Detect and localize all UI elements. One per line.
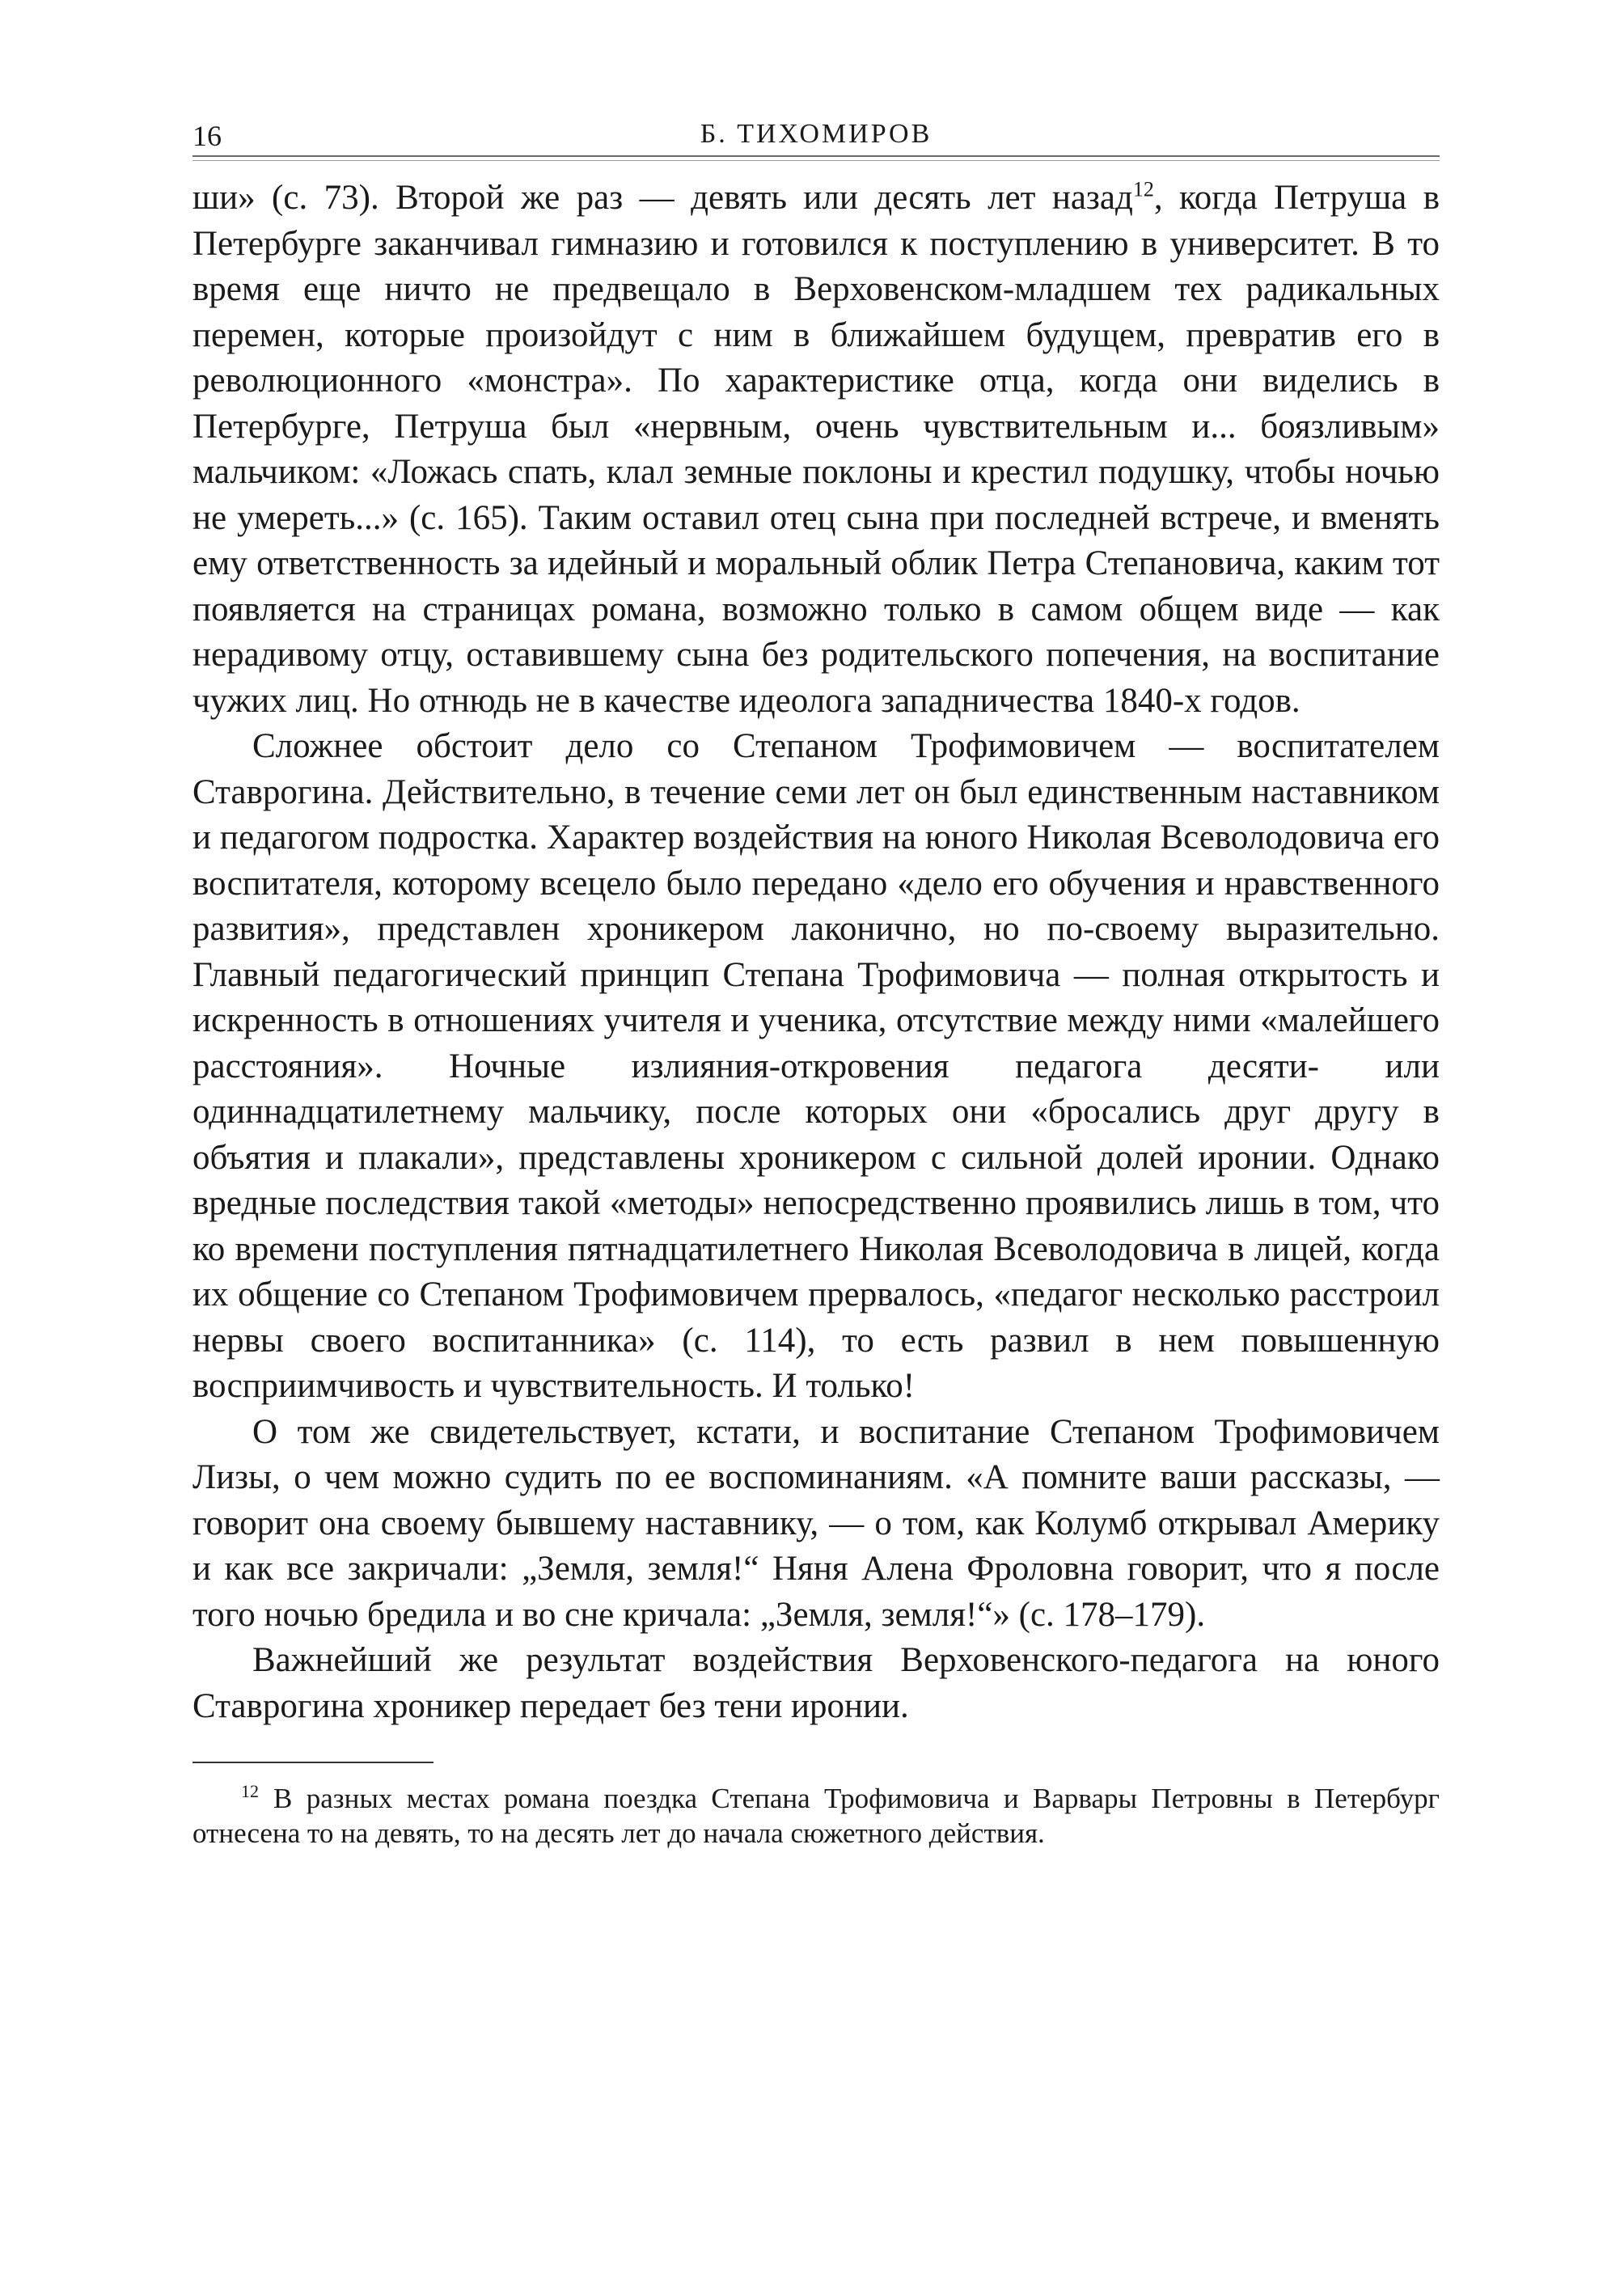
footnote-text: В разных местах романа поездка Степана Трофимовича и Варвары Петровны в Петербург отнесена то на девять, то на десять лет до начала сюжетного действия. <box>192 1783 1440 1849</box>
footnote-number: 12 <box>241 1781 259 1802</box>
running-title: Б. ТИХОМИРОВ <box>700 119 933 149</box>
footnote-reference: 12 <box>1132 177 1154 201</box>
paragraph-1 <box>192 176 1440 724</box>
book-page <box>192 97 1440 1851</box>
page-number: 16 <box>192 120 222 152</box>
paragraph-2: Сложнее обстоит дело со Степаном Трофимовичем — воспитателем Ставрогина. Действительно, в течение семи лет он был единственным наставником и педагогом подростка. Характер воздействия на юного Николая Всеволодовича его воспитателя, которому всецело было передано «дело его обучения и нравственного развития», представлен хроникером лаконично, но по-своему выразительно. Главный педагогический принцип Степана Трофимовича — полная открытость и искренность в отношениях учителя и ученика, отсутствие между ними «малейшего расстояния». Ночные излияния-откровения педагога десяти- или одиннадцатилетнему мальчику, после которых они «бросались друг другу в объятия и плакали», представлены хроникером с сильной долей иронии. Однако вредные последствия такой «методы» непосредственно проявились лишь в том, что ко времени поступления пятнадцатилетнего Николая Всеволодовича в лицей, когда их общение со Степаном Трофимовичем прервалось, «педагог несколько расстроил нервы своего воспитанника» (с. 114), то есть развил в нем повышенную восприимчивость и чувствительность. И только! <box>192 727 1440 1405</box>
paragraph-3: О том же свидетельствует, кстати, и воспитание Степаном Трофимовичем Лизы, о чем можно судить по ее воспоминаниям. «А помните ваши рассказы, — говорит она своему бывшему наставнику, — о том, как Колумб открывал Америку и как все закричали: „Земля, земля!“ Няня Алена Фроловна говорит, что я после того ночью бредила и во сне кричала: „Земля, земля!“» (с. 178–179). <box>192 1412 1440 1634</box>
footnote <box>192 1781 1440 1851</box>
paragraph-1-rest: , когда Петруша в Петербурге заканчивал гимназию и готовился к поступлению в университет. В то время еще ничто не предвещало в Верховенском-младшем тех радикальных перемен, которые произойдут с ним в ближайшем будущем, превратив его в революционного «монстра». По характеристике отца, когда они виделись в Петербурге, Петруша был «нервным, очень чувствительным и... боязливым» мальчиком: «Ложась спать, клал земные поклоны и крестил подушку, чтобы ночью не умереть...» (с. 165). Таким оставил отец сына при последней встрече, и вменять ему ответственность за идейный и моральный облик Петра Степановича, каким тот появляется на страницах романа, возможно только в самом общем виде — как нерадивому отцу, оставившему сына без родительского попечения, на воспитание чужих лиц. Но отнюдь не в качестве идеолога западничества 1840-х годов. <box>192 179 1440 720</box>
paragraph-4: Важнейший же результат воздействия Верховенского-педагога на юного Ставрогина хроникер передает без тени иронии. <box>192 1641 1440 1725</box>
running-head <box>192 97 1440 152</box>
paragraph-1-start: ши» (с. 73). Второй же раз — девять или десять лет назад <box>192 179 1133 217</box>
footnote-rule <box>192 1762 433 1763</box>
main-text <box>192 176 1440 1729</box>
